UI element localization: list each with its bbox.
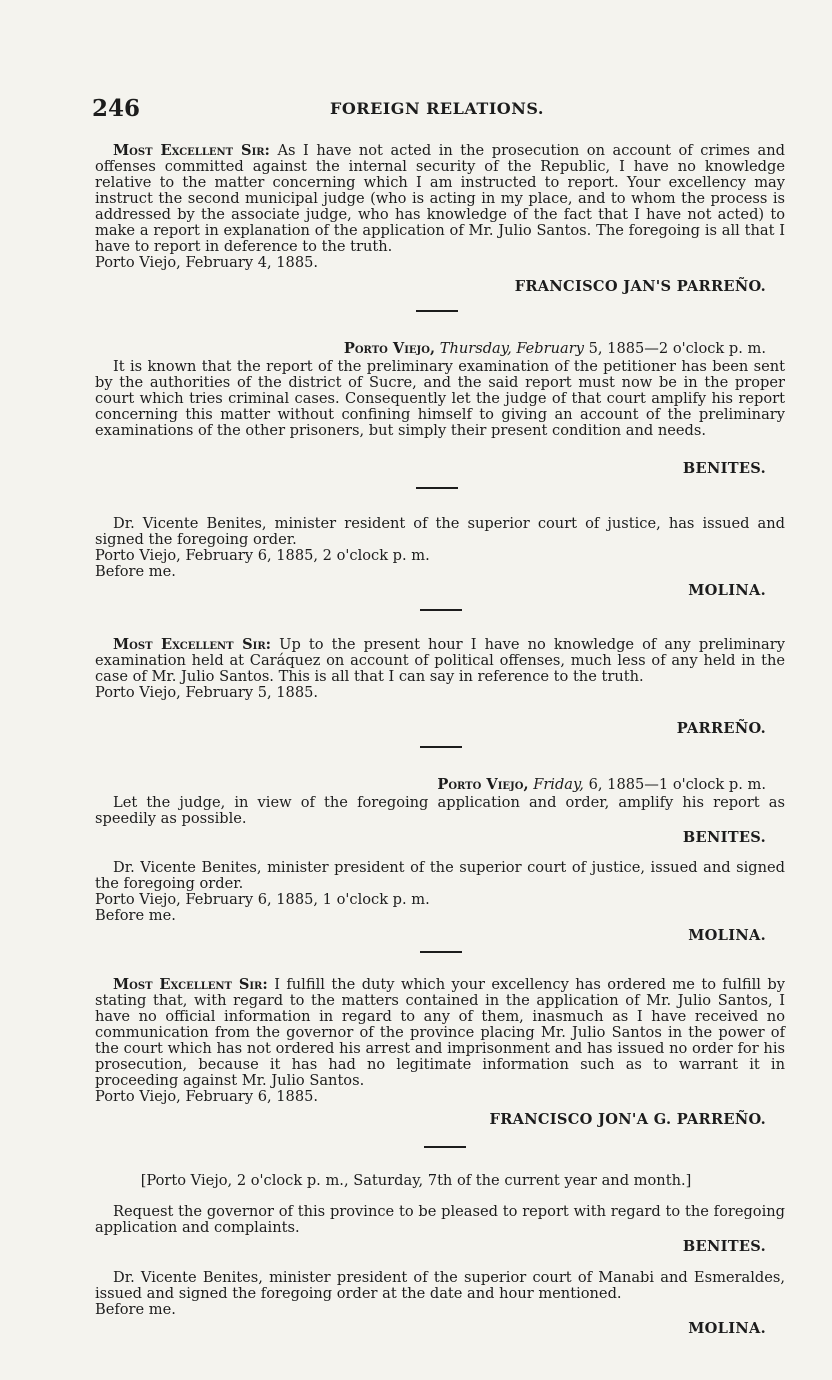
section-divider: [424, 1146, 466, 1148]
signature: MOLINA.: [688, 1320, 766, 1337]
certification-body: Dr. Vicente Benites, minister president of the superior court of Manabi and Esmeraldes, issued and signed the foregoing order at the date and hour mentioned.: [95, 1269, 785, 1302]
signature: MOLINA.: [688, 927, 766, 944]
section-divider: [416, 310, 458, 312]
section-divider: [420, 746, 462, 748]
section-divider: [420, 951, 462, 953]
signature: FRANCISCO JAN'S PARREÑO.: [514, 278, 766, 295]
certification-2: [95, 860, 785, 924]
signature: PARREÑO.: [676, 720, 766, 737]
letter-body: Up to the present hour I have no knowledge of any preliminary examination held at Caráquez on account of political offenses, much less of any held in the case of Mr. Julio Santos. This is all that I can say in reference to the truth.: [95, 636, 785, 685]
salutation: Most Excellent Sir:: [113, 976, 268, 993]
letter-body: As I have not acted in the prosecution on account of crimes and offenses committed against the internal security of the Republic, I have no knowledge relative to the matter concerning which I am instructed to report. Your excellency may instruct the second municipal judge (who is acting in my place, and to whom the process is addressed by the associate judge, who has knowledge of the fact that I have not acted) to make a report in explanation of the application of Mr. Julio Santos. The foregoing is all that I have to report in deference to the truth.: [95, 142, 785, 255]
certification-body: Dr. Vicente Benites, minister president of the superior court of justice, issued and signed the foregoing order.: [95, 859, 785, 892]
signature: BENITES.: [682, 1238, 766, 1255]
certification-1: [95, 516, 785, 580]
order-body: Let the judge, in view of the foregoing application and order, amplify his report as speedily as possible.: [95, 794, 785, 827]
signature: FRANCISCO JON'A G. PARREÑO.: [489, 1111, 766, 1128]
order-body: It is known that the report of the preliminary examination of the petitioner has been sent by the authorities of the district of Sucre, and the said report must now be in the proper court which tries criminal cases. Consequently let the judge of that court amplify his report concerning this matter without confining himself to giving an account of the preliminary examinations of the other prisoners, but simply their present condition and needs.: [95, 358, 785, 439]
page-number: 246: [92, 95, 141, 122]
order-body: Request the governor of this province to be pleased to report with regard to the foregoing application and complaints.: [95, 1203, 785, 1236]
salutation: Most Excellent Sir:: [113, 636, 272, 653]
salutation: Most Excellent Sir:: [113, 142, 270, 159]
signature: BENITES.: [682, 460, 766, 477]
signature: MOLINA.: [688, 582, 766, 599]
place-date: Porto Viejo, February 6, 1885, 2 o'clock p. m.: [95, 547, 430, 564]
section-divider: [416, 487, 458, 489]
bracketed-dateline: [Porto Viejo, 2 o'clock p. m., Saturday, 7th of the current year and month.]: [140, 1172, 692, 1189]
running-title: FOREIGN RELATIONS.: [330, 99, 544, 118]
letter-body: I fulfill the duty which your excellency has ordered me to fulfill by stating that, with regard to the matters contained in the application of Mr. Julio Santos, I have no official information in regard to any of them, inasmuch as I have received no communication from the governor of the province placing Mr. Julio Santos in the power of the court which has not ordered his arrest and imprisonment and has issued no order for his prosecution, because it has had no legitimate information such as to warrant it in proceeding against Mr. Julio Santos.: [95, 976, 785, 1089]
certification-body: Dr. Vicente Benites, minister resident of the superior court of justice, has issued and signed the foregoing order.: [95, 515, 785, 548]
place-date: Porto Viejo, February 6, 1885.: [95, 1088, 319, 1105]
page-header: [92, 95, 782, 127]
letter-1: [95, 143, 785, 271]
dateline: Porto Viejo, Thursday, February 5, 1885—2 o'clock p. m.: [343, 340, 766, 357]
section-divider: [420, 609, 462, 611]
letter-3: [95, 977, 785, 1105]
place-date: Porto Viejo, February 5, 1885.: [95, 684, 319, 701]
before-me: Before me.: [95, 1301, 176, 1318]
order-2: [95, 795, 785, 827]
place-date: Porto Viejo, February 4, 1885.: [95, 254, 319, 271]
order-3: [95, 1204, 785, 1236]
before-me: Before me.: [95, 563, 176, 580]
order-1: [95, 359, 785, 439]
place-date: Porto Viejo, February 6, 1885, 1 o'clock p. m.: [95, 891, 430, 908]
dateline: Porto Viejo, Friday, 6, 1885—1 o'clock p. m.: [437, 776, 766, 793]
signature: BENITES.: [682, 829, 766, 846]
before-me: Before me.: [95, 907, 176, 924]
letter-2: [95, 637, 785, 701]
certification-3: [95, 1270, 785, 1318]
